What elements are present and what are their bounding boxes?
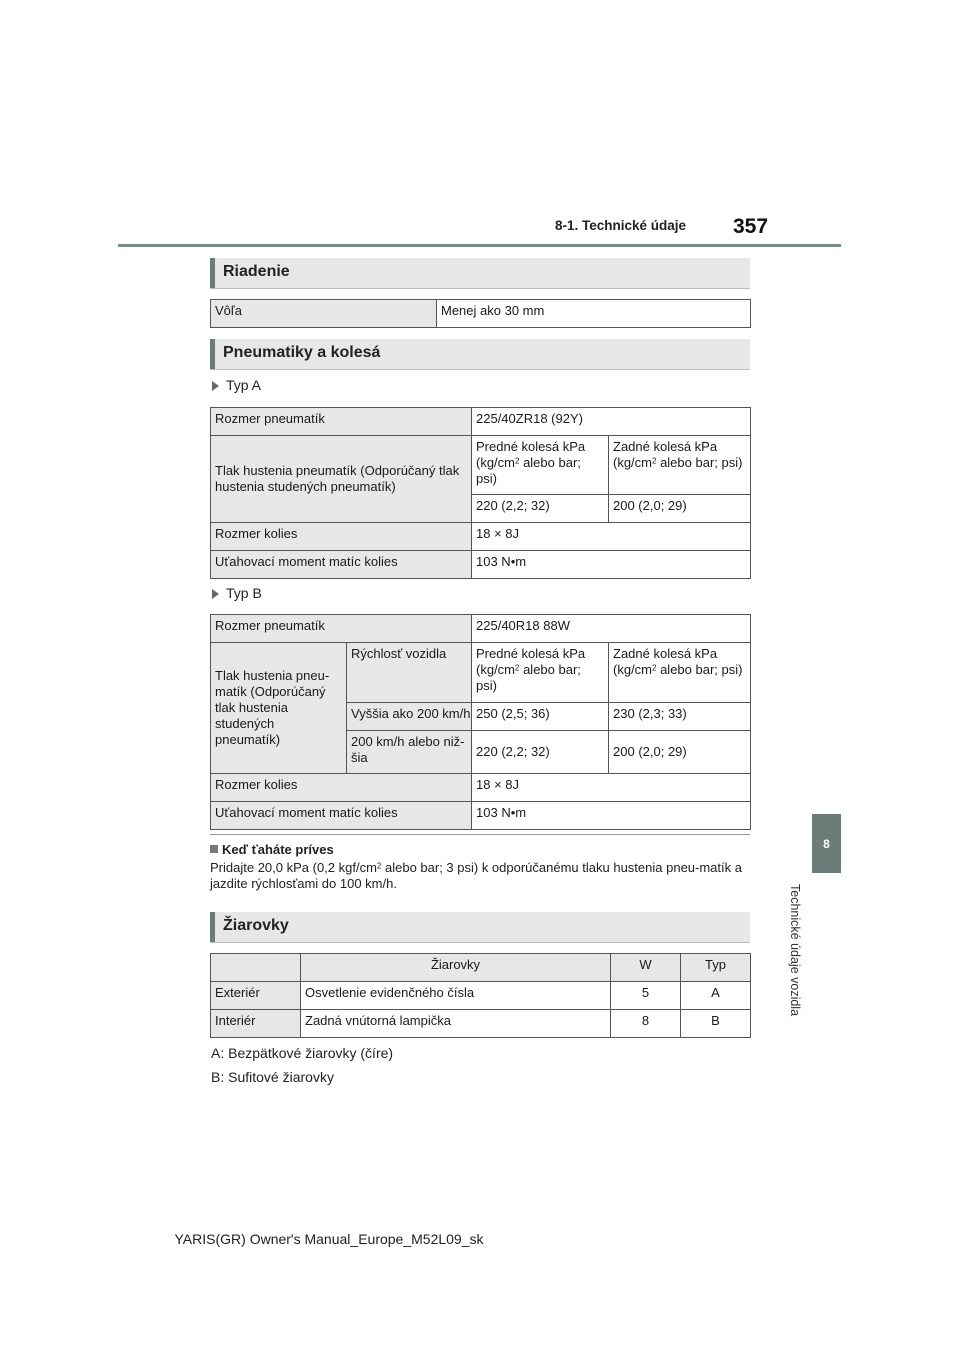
- bulbs-row-location: Exteriér: [211, 982, 301, 1010]
- type-a-text: Typ A: [226, 377, 262, 393]
- front-wheels-header: Predné kolesá kPa ($kg/cm^2$ alebo bar; psi): [472, 436, 609, 495]
- footer-manual-id: YARIS(GR) Owner's Manual_Europe_M52L09_sk: [174, 1231, 484, 1247]
- bulbs-row-name: Osvetlenie evidenčného čísla: [301, 982, 611, 1010]
- tire-size-value: 225/40ZR18 (92Y): [472, 408, 751, 436]
- torque-value: 103 N•m: [472, 802, 751, 830]
- rear-pressure-value: 200 (2,0; 29): [609, 495, 751, 523]
- page-number: 357: [733, 215, 769, 238]
- arrow-right-icon: [212, 589, 219, 599]
- bulbs-table: [210, 953, 751, 1038]
- tire-table-type-b: [210, 614, 751, 830]
- trailer-note-title: Keď ťaháte príves: [210, 842, 334, 857]
- type-b-label: [212, 585, 262, 601]
- section-bulbs: [210, 912, 750, 943]
- rear-wheels-header: Zadné kolesá kPa ($kg/cm^2$ alebo bar; psi): [609, 436, 751, 495]
- chapter-label: [786, 884, 802, 1054]
- pressure-label: Tlak hustenia pneu-matík (Odporúčaný tlak hustenia studených pneumatík): [211, 643, 347, 774]
- table-row: [211, 408, 751, 436]
- steering-play-value: Menej ako 30 mm: [437, 300, 751, 328]
- bulbs-row-watt: 8: [611, 1010, 681, 1038]
- header-rule: [118, 244, 841, 247]
- trailer-note-text: Pridajte 20,0 kPa (0,2 kgf/$cm^2$ alebo bar; 3 psi) k odporúčanému tlaku hustenia pneu-matík a jazdite rýchlosťami do 100 km/h.: [210, 860, 742, 892]
- table-row: [211, 551, 751, 579]
- wheel-size-label: Rozmer kolies: [211, 774, 472, 802]
- section-tires: [210, 339, 750, 370]
- rear-wheels-header: Zadné kolesá kPa ($kg/cm^2$ alebo bar; psi): [609, 643, 751, 703]
- bulbs-row-type: A: [681, 982, 751, 1010]
- type-a-label: [212, 377, 261, 393]
- bulbs-header-empty: [211, 954, 301, 982]
- table-row: [211, 1010, 751, 1038]
- wheel-size-label: Rozmer kolies: [211, 523, 472, 551]
- arrow-right-icon: [212, 381, 219, 391]
- torque-label: Uťahovací moment matíc kolies: [211, 802, 472, 830]
- rear-pressure-high: 230 (2,3; 33): [609, 703, 751, 731]
- steering-table: [210, 299, 751, 328]
- speed-header: Rýchlosť vozidla: [347, 643, 472, 703]
- front-wheels-header: Predné kolesá kPa ($kg/cm^2$ alebo bar; psi): [472, 643, 609, 703]
- chapter-label-text: Technické údaje vozidla: [788, 884, 802, 1017]
- bulbs-header-bulbs: Žiarovky: [301, 954, 611, 982]
- front-pressure-high: 250 (2,5; 36): [472, 703, 609, 731]
- section-bulbs-title: Žiarovky: [223, 917, 289, 934]
- tire-table-type-a: [210, 407, 751, 579]
- table-row: [211, 954, 751, 982]
- chapter-tab: 8: [812, 814, 841, 873]
- bulbs-row-type: B: [681, 1010, 751, 1038]
- table-row: [211, 774, 751, 802]
- speed-low: 200 km/h alebo niž-šia: [347, 731, 472, 774]
- tire-size-label: Rozmer pneumatík: [211, 615, 472, 643]
- bulbs-row-watt: 5: [611, 982, 681, 1010]
- bulbs-row-name: Zadná vnútorná lampička: [301, 1010, 611, 1038]
- front-pressure-value: 220 (2,2; 32): [472, 495, 609, 523]
- torque-value: 103 N•m: [472, 551, 751, 579]
- wheel-size-value: 18 × 8J: [472, 523, 751, 551]
- section-tires-title: Pneumatiky a kolesá: [223, 344, 381, 361]
- table-row: [211, 436, 751, 495]
- table-row: [211, 982, 751, 1010]
- bulbs-header-watt: W: [611, 954, 681, 982]
- type-b-text: Typ B: [226, 585, 262, 601]
- torque-label: Uťahovací moment matíc kolies: [211, 551, 472, 579]
- table-row: [211, 300, 751, 328]
- speed-high: Vyššia ako 200 km/h: [347, 703, 472, 731]
- square-bullet-icon: [210, 845, 218, 853]
- pressure-label: Tlak hustenia pneumatík (Odporúčaný tlak hustenia studených pneumatík): [211, 436, 472, 523]
- note-divider: [210, 834, 750, 835]
- table-row: [211, 643, 751, 703]
- tire-size-label: Rozmer pneumatík: [211, 408, 472, 436]
- tire-size-value: 225/40R18 88W: [472, 615, 751, 643]
- rear-pressure-low: 200 (2,0; 29): [609, 731, 751, 774]
- section-title: 8-1. Technické údaje: [555, 218, 687, 233]
- bulbs-header-type: Typ: [681, 954, 751, 982]
- steering-play-label: Vôľa: [211, 300, 437, 328]
- legend-a: A: Bezpätkové žiarovky (číre): [211, 1045, 394, 1061]
- section-steering: [210, 258, 750, 289]
- bulbs-row-location: Interiér: [211, 1010, 301, 1038]
- table-row: [211, 523, 751, 551]
- table-row: [211, 615, 751, 643]
- table-row: [211, 802, 751, 830]
- front-pressure-low: 220 (2,2; 32): [472, 731, 609, 774]
- legend-b: B: Sufitové žiarovky: [211, 1069, 334, 1085]
- section-steering-title: Riadenie: [223, 263, 290, 280]
- wheel-size-value: 18 × 8J: [472, 774, 751, 802]
